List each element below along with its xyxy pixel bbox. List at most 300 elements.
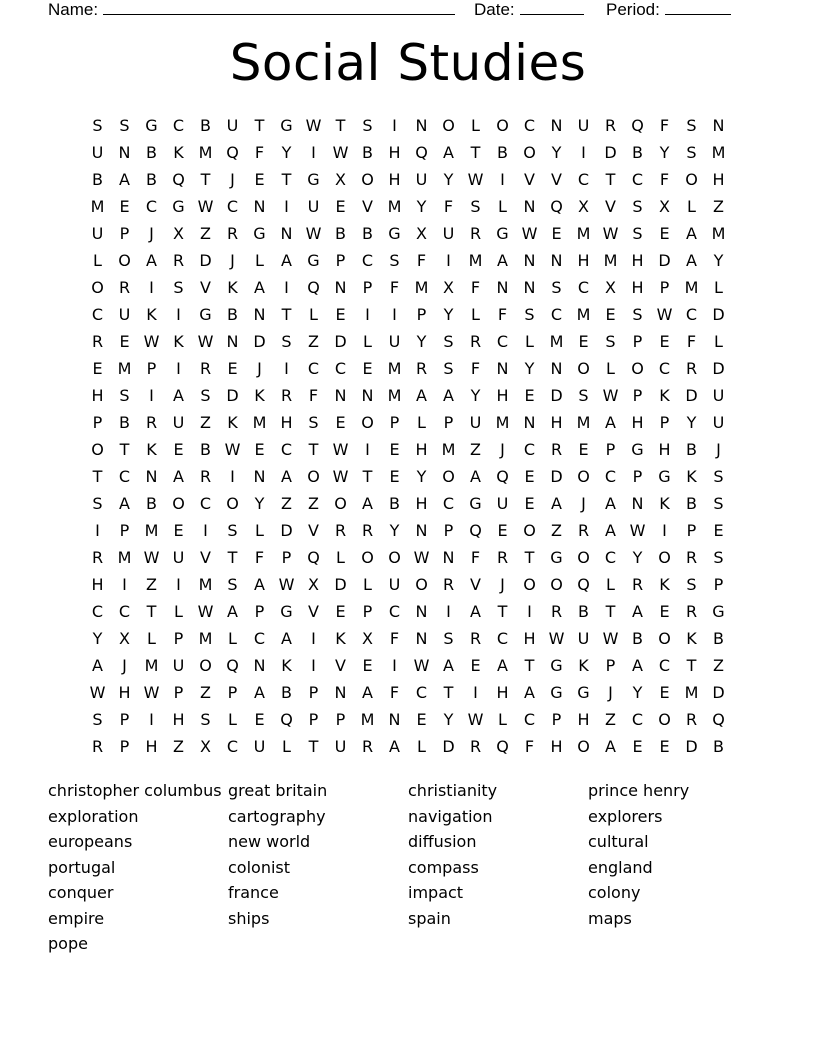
grid-letter[interactable]: T bbox=[605, 170, 616, 189]
grid-letter[interactable]: M bbox=[576, 305, 591, 324]
grid-letter[interactable]: C bbox=[631, 170, 644, 189]
grid-letter[interactable]: D bbox=[334, 332, 347, 351]
grid-letter[interactable]: C bbox=[496, 629, 509, 648]
grid-letter[interactable]: R bbox=[442, 575, 455, 594]
grid-letter[interactable]: Z bbox=[713, 656, 724, 675]
grid-letter[interactable]: W bbox=[224, 440, 241, 459]
grid-letter[interactable]: Z bbox=[146, 575, 157, 594]
grid-letter[interactable]: U bbox=[172, 548, 185, 567]
grid-letter[interactable]: Q bbox=[307, 278, 320, 297]
grid-letter[interactable]: T bbox=[524, 656, 535, 675]
grid-letter[interactable]: S bbox=[362, 116, 373, 135]
grid-letter[interactable]: W bbox=[467, 170, 484, 189]
grid-letter[interactable]: X bbox=[605, 278, 616, 297]
grid-letter[interactable]: F bbox=[308, 386, 319, 405]
grid-letter[interactable]: B bbox=[686, 494, 697, 513]
grid-letter[interactable]: E bbox=[659, 602, 670, 621]
grid-letter[interactable]: R bbox=[415, 359, 428, 378]
grid-letter[interactable]: C bbox=[523, 116, 536, 135]
grid-letter[interactable]: U bbox=[388, 332, 401, 351]
grid-letter[interactable]: G bbox=[307, 170, 320, 189]
grid-letter[interactable]: O bbox=[523, 575, 536, 594]
grid-letter[interactable]: M bbox=[387, 197, 402, 216]
grid-letter[interactable]: R bbox=[91, 548, 104, 567]
grid-letter[interactable]: H bbox=[577, 710, 590, 729]
grid-letter[interactable]: T bbox=[335, 116, 346, 135]
grid-letter[interactable]: N bbox=[712, 116, 725, 135]
grid-letter[interactable]: H bbox=[91, 386, 104, 405]
grid-letter[interactable]: Q bbox=[469, 521, 482, 540]
grid-letter[interactable]: M bbox=[711, 143, 726, 162]
grid-letter[interactable]: N bbox=[631, 494, 644, 513]
grid-letter[interactable]: Y bbox=[686, 413, 697, 432]
grid-letter[interactable]: A bbox=[173, 386, 184, 405]
grid-letter[interactable]: A bbox=[605, 413, 616, 432]
grid-letter[interactable]: I bbox=[311, 629, 316, 648]
grid-letter[interactable]: F bbox=[470, 359, 481, 378]
grid-letter[interactable]: C bbox=[442, 494, 455, 513]
grid-letter[interactable]: P bbox=[632, 467, 643, 486]
grid-letter[interactable]: A bbox=[605, 521, 616, 540]
grid-letter[interactable]: A bbox=[497, 251, 508, 270]
grid-letter[interactable]: N bbox=[415, 116, 428, 135]
grid-letter[interactable]: B bbox=[146, 170, 157, 189]
grid-letter[interactable]: P bbox=[308, 683, 319, 702]
grid-letter[interactable]: E bbox=[524, 467, 535, 486]
grid-letter[interactable]: W bbox=[521, 224, 538, 243]
grid-letter[interactable]: Q bbox=[307, 548, 320, 567]
grid-letter[interactable]: H bbox=[280, 413, 293, 432]
grid-letter[interactable]: H bbox=[550, 413, 563, 432]
grid-letter[interactable]: P bbox=[362, 602, 373, 621]
grid-letter[interactable]: U bbox=[712, 413, 725, 432]
grid-letter[interactable]: N bbox=[550, 359, 563, 378]
grid-letter[interactable]: G bbox=[253, 224, 266, 243]
grid-letter[interactable]: S bbox=[632, 197, 643, 216]
grid-letter[interactable]: Y bbox=[713, 251, 724, 270]
grid-letter[interactable]: I bbox=[446, 251, 451, 270]
grid-letter[interactable]: O bbox=[523, 521, 536, 540]
grid-letter[interactable]: S bbox=[92, 116, 103, 135]
grid-letter[interactable]: O bbox=[334, 494, 347, 513]
grid-letter[interactable]: H bbox=[496, 386, 509, 405]
grid-letter[interactable]: E bbox=[659, 683, 670, 702]
grid-letter[interactable]: A bbox=[389, 737, 400, 756]
grid-letter[interactable]: O bbox=[307, 467, 320, 486]
grid-letter[interactable]: J bbox=[500, 575, 505, 594]
grid-letter[interactable]: C bbox=[658, 359, 671, 378]
grid-letter[interactable]: A bbox=[632, 602, 643, 621]
grid-letter[interactable]: H bbox=[415, 494, 428, 513]
period-blank-line[interactable] bbox=[665, 0, 731, 15]
grid-letter[interactable]: H bbox=[91, 575, 104, 594]
grid-letter[interactable]: G bbox=[172, 197, 185, 216]
grid-letter[interactable]: O bbox=[577, 359, 590, 378]
grid-letter[interactable]: L bbox=[687, 197, 696, 216]
grid-letter[interactable]: B bbox=[362, 224, 373, 243]
grid-letter[interactable]: L bbox=[174, 602, 183, 621]
grid-letter[interactable]: Y bbox=[470, 386, 481, 405]
grid-letter[interactable]: A bbox=[551, 494, 562, 513]
grid-letter[interactable]: A bbox=[686, 251, 697, 270]
grid-letter[interactable]: V bbox=[524, 170, 535, 189]
grid-letter[interactable]: L bbox=[714, 278, 723, 297]
grid-letter[interactable]: G bbox=[658, 467, 671, 486]
grid-letter[interactable]: W bbox=[413, 548, 430, 567]
grid-letter[interactable]: O bbox=[199, 656, 212, 675]
grid-letter[interactable]: D bbox=[685, 737, 698, 756]
grid-letter[interactable]: E bbox=[335, 602, 346, 621]
grid-letter[interactable]: Y bbox=[254, 494, 265, 513]
grid-letter[interactable]: S bbox=[632, 305, 643, 324]
grid-letter[interactable]: U bbox=[577, 116, 590, 135]
grid-letter[interactable]: P bbox=[146, 359, 157, 378]
grid-letter[interactable]: L bbox=[93, 251, 102, 270]
grid-letter[interactable]: W bbox=[332, 440, 349, 459]
grid-letter[interactable]: K bbox=[254, 386, 265, 405]
grid-letter[interactable]: X bbox=[416, 224, 427, 243]
grid-letter[interactable]: G bbox=[496, 224, 509, 243]
grid-letter[interactable]: B bbox=[362, 143, 373, 162]
grid-letter[interactable]: O bbox=[118, 251, 131, 270]
grid-letter[interactable]: U bbox=[172, 656, 185, 675]
grid-letter[interactable]: M bbox=[603, 251, 618, 270]
grid-letter[interactable]: K bbox=[659, 494, 670, 513]
grid-letter[interactable]: M bbox=[387, 359, 402, 378]
grid-letter[interactable]: G bbox=[550, 656, 563, 675]
grid-letter[interactable]: M bbox=[387, 386, 402, 405]
grid-letter[interactable]: F bbox=[470, 548, 481, 567]
grid-letter[interactable]: T bbox=[281, 170, 292, 189]
grid-letter[interactable]: C bbox=[118, 602, 131, 621]
grid-letter[interactable]: F bbox=[389, 683, 400, 702]
grid-letter[interactable]: U bbox=[172, 413, 185, 432]
grid-letter[interactable]: S bbox=[227, 575, 238, 594]
grid-letter[interactable]: C bbox=[631, 710, 644, 729]
grid-letter[interactable]: U bbox=[577, 629, 590, 648]
grid-letter[interactable]: J bbox=[581, 494, 586, 513]
grid-letter[interactable]: H bbox=[388, 143, 401, 162]
grid-letter[interactable]: O bbox=[415, 575, 428, 594]
grid-letter[interactable]: L bbox=[363, 332, 372, 351]
grid-letter[interactable]: P bbox=[605, 440, 616, 459]
grid-letter[interactable]: O bbox=[361, 548, 374, 567]
grid-letter[interactable]: R bbox=[550, 440, 563, 459]
grid-letter[interactable]: N bbox=[550, 116, 563, 135]
grid-letter[interactable]: W bbox=[629, 521, 646, 540]
grid-letter[interactable]: I bbox=[311, 656, 316, 675]
grid-letter[interactable]: I bbox=[230, 467, 235, 486]
grid-letter[interactable]: V bbox=[470, 575, 481, 594]
grid-letter[interactable]: Y bbox=[443, 710, 454, 729]
grid-letter[interactable]: L bbox=[336, 548, 345, 567]
grid-letter[interactable]: E bbox=[578, 332, 589, 351]
grid-letter[interactable]: O bbox=[496, 116, 509, 135]
grid-letter[interactable]: S bbox=[632, 224, 643, 243]
grid-letter[interactable]: Y bbox=[389, 521, 400, 540]
grid-letter[interactable]: S bbox=[200, 386, 211, 405]
grid-letter[interactable]: P bbox=[92, 413, 103, 432]
grid-letter[interactable]: U bbox=[388, 575, 401, 594]
grid-letter[interactable]: P bbox=[389, 413, 400, 432]
grid-letter[interactable]: U bbox=[469, 413, 482, 432]
grid-letter[interactable]: N bbox=[253, 197, 266, 216]
grid-letter[interactable]: A bbox=[92, 656, 103, 675]
grid-letter[interactable]: O bbox=[550, 575, 563, 594]
grid-letter[interactable]: S bbox=[173, 278, 184, 297]
grid-letter[interactable]: A bbox=[227, 602, 238, 621]
grid-letter[interactable]: C bbox=[523, 440, 536, 459]
grid-letter[interactable]: H bbox=[577, 251, 590, 270]
grid-letter[interactable]: T bbox=[362, 467, 373, 486]
grid-letter[interactable]: E bbox=[497, 521, 508, 540]
grid-letter[interactable]: A bbox=[362, 683, 373, 702]
grid-letter[interactable]: S bbox=[281, 332, 292, 351]
grid-letter[interactable]: N bbox=[496, 278, 509, 297]
grid-letter[interactable]: R bbox=[685, 710, 698, 729]
grid-letter[interactable]: A bbox=[281, 629, 292, 648]
grid-letter[interactable]: Z bbox=[281, 494, 292, 513]
grid-letter[interactable]: T bbox=[119, 440, 130, 459]
grid-letter[interactable]: G bbox=[388, 224, 401, 243]
grid-letter[interactable]: O bbox=[442, 467, 455, 486]
grid-letter[interactable]: Y bbox=[659, 143, 670, 162]
grid-letter[interactable]: T bbox=[686, 656, 697, 675]
grid-letter[interactable]: O bbox=[388, 548, 401, 567]
grid-letter[interactable]: W bbox=[143, 683, 160, 702]
grid-letter[interactable]: A bbox=[362, 494, 373, 513]
grid-letter[interactable]: I bbox=[284, 197, 289, 216]
grid-letter[interactable]: I bbox=[662, 521, 667, 540]
grid-letter[interactable]: Q bbox=[226, 656, 239, 675]
grid-letter[interactable]: Y bbox=[551, 143, 562, 162]
grid-letter[interactable]: E bbox=[173, 440, 184, 459]
grid-letter[interactable]: T bbox=[443, 683, 454, 702]
grid-letter[interactable]: Z bbox=[200, 683, 211, 702]
grid-letter[interactable]: I bbox=[365, 305, 370, 324]
grid-letter[interactable]: X bbox=[200, 737, 211, 756]
grid-letter[interactable]: F bbox=[659, 116, 670, 135]
grid-letter[interactable]: T bbox=[497, 602, 508, 621]
grid-letter[interactable]: P bbox=[119, 737, 130, 756]
grid-letter[interactable]: C bbox=[253, 629, 266, 648]
grid-letter[interactable]: V bbox=[362, 197, 373, 216]
grid-letter[interactable]: M bbox=[441, 440, 456, 459]
grid-letter[interactable]: C bbox=[199, 494, 212, 513]
grid-letter[interactable]: C bbox=[685, 305, 698, 324]
grid-letter[interactable]: Q bbox=[280, 710, 293, 729]
grid-letter[interactable]: T bbox=[470, 143, 481, 162]
grid-letter[interactable]: R bbox=[685, 548, 698, 567]
grid-letter[interactable]: M bbox=[90, 197, 105, 216]
grid-letter[interactable]: K bbox=[227, 278, 238, 297]
grid-letter[interactable]: W bbox=[413, 656, 430, 675]
grid-letter[interactable]: P bbox=[551, 710, 562, 729]
grid-letter[interactable]: H bbox=[172, 710, 185, 729]
grid-letter[interactable]: F bbox=[389, 278, 400, 297]
grid-letter[interactable]: R bbox=[469, 629, 482, 648]
grid-letter[interactable]: W bbox=[197, 332, 214, 351]
grid-letter[interactable]: E bbox=[254, 170, 265, 189]
grid-letter[interactable]: M bbox=[360, 710, 375, 729]
grid-letter[interactable]: E bbox=[659, 332, 670, 351]
grid-letter[interactable]: Y bbox=[632, 683, 643, 702]
grid-letter[interactable]: K bbox=[227, 413, 238, 432]
grid-letter[interactable]: D bbox=[712, 305, 725, 324]
grid-letter[interactable]: S bbox=[92, 710, 103, 729]
grid-letter[interactable]: N bbox=[388, 710, 401, 729]
grid-letter[interactable]: O bbox=[523, 143, 536, 162]
grid-letter[interactable]: W bbox=[278, 575, 295, 594]
grid-letter[interactable]: T bbox=[146, 602, 157, 621]
grid-letter[interactable]: L bbox=[282, 737, 291, 756]
grid-letter[interactable]: F bbox=[659, 170, 670, 189]
grid-letter[interactable]: A bbox=[146, 251, 157, 270]
grid-letter[interactable]: P bbox=[632, 332, 643, 351]
grid-letter[interactable]: Z bbox=[200, 224, 211, 243]
grid-letter[interactable]: N bbox=[253, 467, 266, 486]
grid-letter[interactable]: N bbox=[280, 224, 293, 243]
grid-letter[interactable]: F bbox=[497, 305, 508, 324]
grid-letter[interactable]: O bbox=[685, 170, 698, 189]
grid-letter[interactable]: Y bbox=[443, 170, 454, 189]
grid-letter[interactable]: E bbox=[119, 332, 130, 351]
grid-letter[interactable]: K bbox=[686, 467, 697, 486]
grid-letter[interactable]: A bbox=[119, 494, 130, 513]
grid-letter[interactable]: D bbox=[712, 359, 725, 378]
grid-letter[interactable]: G bbox=[307, 251, 320, 270]
grid-letter[interactable]: E bbox=[335, 197, 346, 216]
grid-letter[interactable]: S bbox=[713, 467, 724, 486]
grid-letter[interactable]: N bbox=[415, 602, 428, 621]
grid-letter[interactable]: U bbox=[118, 305, 131, 324]
period-field[interactable] bbox=[606, 0, 731, 19]
grid-letter[interactable]: C bbox=[226, 197, 239, 216]
grid-letter[interactable]: C bbox=[334, 359, 347, 378]
grid-letter[interactable]: H bbox=[145, 737, 158, 756]
grid-letter[interactable]: W bbox=[305, 224, 322, 243]
grid-letter[interactable]: Q bbox=[577, 575, 590, 594]
grid-letter[interactable]: B bbox=[713, 629, 724, 648]
grid-letter[interactable]: K bbox=[659, 386, 670, 405]
grid-letter[interactable]: G bbox=[577, 683, 590, 702]
grid-letter[interactable]: E bbox=[362, 359, 373, 378]
grid-letter[interactable]: E bbox=[389, 440, 400, 459]
grid-letter[interactable]: R bbox=[334, 521, 347, 540]
grid-letter[interactable]: N bbox=[253, 305, 266, 324]
grid-letter[interactable]: I bbox=[95, 521, 100, 540]
grid-letter[interactable]: W bbox=[332, 143, 349, 162]
grid-letter[interactable]: V bbox=[200, 548, 211, 567]
grid-letter[interactable]: Z bbox=[713, 197, 724, 216]
grid-letter[interactable]: A bbox=[119, 170, 130, 189]
grid-letter[interactable]: Q bbox=[172, 170, 185, 189]
grid-letter[interactable]: P bbox=[173, 629, 184, 648]
grid-letter[interactable]: K bbox=[686, 629, 697, 648]
grid-letter[interactable]: D bbox=[334, 575, 347, 594]
grid-letter[interactable]: Z bbox=[551, 521, 562, 540]
grid-letter[interactable]: I bbox=[176, 305, 181, 324]
grid-letter[interactable]: Q bbox=[496, 467, 509, 486]
grid-letter[interactable]: E bbox=[659, 737, 670, 756]
grid-letter[interactable]: P bbox=[227, 683, 238, 702]
grid-letter[interactable]: F bbox=[443, 197, 454, 216]
grid-letter[interactable]: E bbox=[254, 440, 265, 459]
grid-letter[interactable]: I bbox=[149, 278, 154, 297]
grid-letter[interactable]: F bbox=[254, 143, 265, 162]
grid-letter[interactable]: Z bbox=[470, 440, 481, 459]
grid-letter[interactable]: U bbox=[712, 386, 725, 405]
grid-letter[interactable]: R bbox=[199, 359, 212, 378]
grid-letter[interactable]: U bbox=[91, 224, 104, 243]
grid-letter[interactable]: L bbox=[417, 413, 426, 432]
grid-letter[interactable]: P bbox=[119, 224, 130, 243]
grid-letter[interactable]: U bbox=[334, 737, 347, 756]
grid-letter[interactable]: O bbox=[442, 116, 455, 135]
grid-letter[interactable]: P bbox=[659, 278, 670, 297]
grid-letter[interactable]: M bbox=[495, 413, 510, 432]
grid-letter[interactable]: Y bbox=[632, 548, 643, 567]
grid-letter[interactable]: E bbox=[551, 224, 562, 243]
grid-letter[interactable]: B bbox=[389, 494, 400, 513]
grid-letter[interactable]: H bbox=[496, 683, 509, 702]
grid-letter[interactable]: A bbox=[632, 656, 643, 675]
grid-letter[interactable]: G bbox=[199, 305, 212, 324]
grid-letter[interactable]: L bbox=[498, 710, 507, 729]
grid-letter[interactable]: U bbox=[496, 494, 509, 513]
grid-letter[interactable]: V bbox=[335, 656, 346, 675]
grid-letter[interactable]: I bbox=[392, 305, 397, 324]
grid-letter[interactable]: D bbox=[226, 386, 239, 405]
grid-letter[interactable]: K bbox=[173, 143, 184, 162]
grid-letter[interactable]: N bbox=[523, 251, 536, 270]
grid-letter[interactable]: Y bbox=[281, 143, 292, 162]
grid-letter[interactable]: C bbox=[496, 332, 509, 351]
date-blank-line[interactable] bbox=[520, 0, 584, 15]
grid-letter[interactable]: O bbox=[361, 170, 374, 189]
grid-letter[interactable]: P bbox=[659, 413, 670, 432]
grid-letter[interactable]: L bbox=[714, 332, 723, 351]
grid-letter[interactable]: U bbox=[91, 143, 104, 162]
grid-letter[interactable]: Z bbox=[308, 332, 319, 351]
grid-letter[interactable]: A bbox=[524, 683, 535, 702]
grid-letter[interactable]: I bbox=[122, 575, 127, 594]
grid-letter[interactable]: N bbox=[442, 548, 455, 567]
grid-letter[interactable]: G bbox=[712, 602, 725, 621]
grid-letter[interactable]: N bbox=[226, 332, 239, 351]
grid-letter[interactable]: I bbox=[149, 386, 154, 405]
grid-letter[interactable]: A bbox=[254, 278, 265, 297]
grid-letter[interactable]: E bbox=[119, 197, 130, 216]
grid-letter[interactable]: W bbox=[197, 197, 214, 216]
grid-letter[interactable]: H bbox=[631, 413, 644, 432]
grid-letter[interactable]: T bbox=[200, 170, 211, 189]
grid-letter[interactable]: D bbox=[658, 251, 671, 270]
grid-letter[interactable]: B bbox=[200, 116, 211, 135]
grid-letter[interactable]: Y bbox=[416, 197, 427, 216]
grid-letter[interactable]: X bbox=[308, 575, 319, 594]
grid-letter[interactable]: Z bbox=[308, 494, 319, 513]
grid-letter[interactable]: I bbox=[392, 656, 397, 675]
grid-letter[interactable]: X bbox=[578, 197, 589, 216]
grid-letter[interactable]: J bbox=[257, 359, 262, 378]
grid-letter[interactable]: A bbox=[254, 683, 265, 702]
grid-letter[interactable]: L bbox=[228, 629, 237, 648]
grid-letter[interactable]: P bbox=[443, 413, 454, 432]
grid-letter[interactable]: S bbox=[227, 521, 238, 540]
grid-letter[interactable]: S bbox=[92, 494, 103, 513]
grid-letter[interactable]: O bbox=[577, 467, 590, 486]
